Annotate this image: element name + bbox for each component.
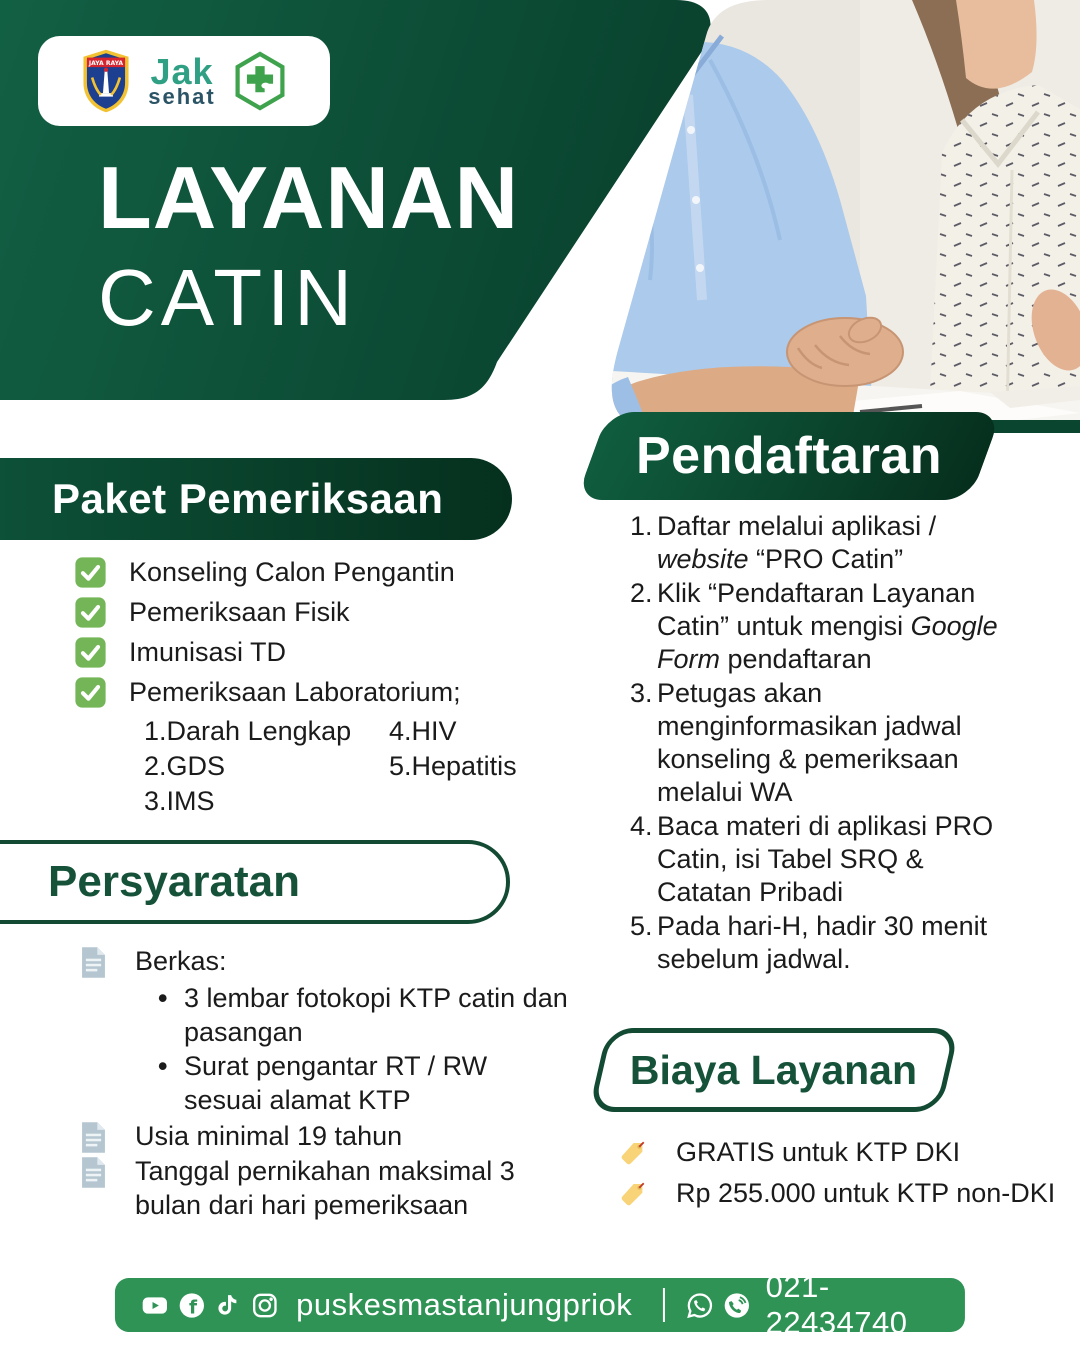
req-item-label: Berkas:: [135, 946, 227, 976]
lab-item-number: 2.: [144, 751, 167, 781]
lab-tests-grid: [144, 716, 552, 817]
jak-logo-text: Jak: [150, 51, 214, 92]
step-text: [657, 510, 1022, 576]
bullet-item: [158, 1049, 570, 1117]
lab-item-number: 3.: [144, 786, 167, 816]
footer-contact-bar: [115, 1269, 965, 1340]
list-item: [618, 1177, 1068, 1210]
step-text-part: Petugas akan menginformasikan jadwal konseling & pemeriksaan melalui WA: [657, 678, 962, 807]
title-line1: LAYANAN: [98, 148, 520, 247]
paket-check-list: [74, 556, 552, 817]
step-text-part: Baca materi di aplikasi PRO Catin, isi Tabel SRQ & Catatan Pribadi: [657, 811, 994, 907]
list-item: [74, 676, 552, 709]
check-item-label: Konseling Calon Pengantin: [129, 557, 455, 587]
checkbox-checked-icon: [74, 676, 107, 709]
lab-item-label: IMS: [166, 786, 215, 816]
lab-item: [389, 716, 552, 747]
sehat-logo-text: sehat: [148, 84, 216, 109]
step-text-italic: website: [657, 544, 749, 574]
pendaftaran-heading: Pendaftaran: [635, 427, 943, 485]
footer-divider: [663, 1288, 665, 1322]
biaya-item-label: GRATIS untuk KTP DKI: [676, 1137, 961, 1167]
step-text-part: Klik “Pendaftaran Layanan Catin” untuk mengisi: [657, 578, 976, 641]
section-header-pendaftaran: [576, 412, 1002, 500]
step-number: 4.: [630, 811, 653, 841]
price-tag-icon: [618, 1138, 648, 1168]
phone-number: 021-22434740: [765, 1269, 908, 1340]
step-text-italic: Google Form: [657, 611, 998, 674]
check-item-label: Pemeriksaan Fisik: [129, 597, 350, 627]
instagram-icon: [251, 1289, 279, 1322]
shield-banner-text: JAYA RAYA: [89, 59, 124, 67]
price-tag-icon: [618, 1179, 648, 1209]
lab-item: [144, 786, 389, 817]
req-item-label: Tanggal pernikahan maksimal 3 bulan dari hari pemeriksaan: [135, 1156, 515, 1220]
list-item: [78, 1154, 570, 1222]
step-item: [630, 577, 1022, 676]
biaya-list: [618, 1136, 1068, 1218]
step-item: [630, 810, 1022, 909]
lab-item-number: 1.: [144, 716, 167, 746]
step-text-part: pendaftaran: [720, 644, 872, 674]
lab-item: [144, 751, 389, 782]
step-text: [657, 577, 1022, 676]
list-item: [618, 1136, 1068, 1169]
document-icon: [78, 1121, 109, 1154]
phone-icon: [723, 1289, 751, 1322]
persyaratan-list: [78, 944, 570, 1222]
checkbox-checked-icon: [74, 636, 107, 669]
bullet-marker: •: [158, 983, 168, 1013]
bullet-item: [158, 981, 570, 1049]
list-item: [74, 636, 552, 669]
list-item: [74, 596, 552, 629]
section-header-biaya-layanan: [588, 1028, 959, 1112]
bullet-label: Surat pengantar RT / RW sesuai alamat KTP: [184, 1051, 488, 1115]
jak-sehat-logo: [148, 51, 216, 109]
list-item: [78, 944, 570, 979]
list-item: [78, 1119, 570, 1154]
title-line2: CATIN: [98, 253, 358, 343]
lab-item-number: 4.: [389, 716, 412, 746]
lab-item-label: HIV: [411, 716, 457, 746]
paket-heading: Paket Pemeriksaan: [52, 475, 444, 522]
req-item-label: Usia minimal 19 tahun: [135, 1121, 403, 1151]
lab-item: [144, 716, 389, 747]
social-handle: puskesmastanjungpriok: [296, 1287, 633, 1322]
bullet-label: 3 lembar fotokopi KTP catin dan pasangan: [184, 983, 568, 1047]
step-item: [630, 910, 1022, 976]
step-item: [630, 677, 1022, 809]
step-number: 3.: [630, 678, 653, 708]
list-item: [74, 556, 552, 589]
lab-item-number: 5.: [389, 751, 412, 781]
checkbox-checked-icon: [74, 596, 107, 629]
lab-item-label: Darah Lengkap: [166, 716, 352, 746]
pendaftaran-steps: [630, 510, 1022, 977]
whatsapp-icon: [686, 1289, 714, 1322]
step-number: 2.: [630, 578, 653, 608]
jakarta-coat-of-arms-logo: [80, 48, 132, 114]
facebook-icon: [178, 1289, 206, 1322]
lab-item: [389, 751, 552, 782]
persyaratan-heading: Persyaratan: [48, 857, 300, 906]
section-header-persyaratan: [0, 840, 510, 924]
step-text-part: Pada hari-H, hadir 30 menit sebelum jadwal.: [657, 911, 988, 974]
youtube-icon: [141, 1289, 169, 1322]
step-text: [657, 677, 1022, 809]
lab-item-label: Hepatitis: [411, 751, 517, 781]
step-item: [630, 510, 1022, 576]
step-text-part: Daftar melalui aplikasi /: [657, 511, 937, 541]
step-number: 1.: [630, 511, 653, 541]
biaya-heading: Biaya Layanan: [630, 1046, 918, 1093]
bullet-marker: •: [158, 1051, 168, 1081]
document-icon: [78, 1156, 109, 1189]
section-header-paket-pemeriksaan: [0, 458, 512, 540]
checkbox-checked-icon: [74, 556, 107, 589]
step-text: [657, 810, 1022, 909]
page-title: [98, 148, 520, 343]
check-item-label: Pemeriksaan Laboratorium;: [129, 677, 461, 707]
lab-item-label: GDS: [166, 751, 226, 781]
tiktok-icon: [215, 1289, 243, 1322]
berkas-bullets: [158, 981, 570, 1117]
document-icon: [78, 946, 109, 979]
step-text: [657, 910, 1022, 976]
step-number: 5.: [630, 911, 653, 941]
puskesmas-logo: [232, 51, 288, 111]
svg-text:f: f: [188, 1297, 197, 1319]
step-text-part: “PRO Catin”: [748, 544, 904, 574]
check-item-label: Imunisasi TD: [129, 637, 287, 667]
logo-card: [38, 36, 330, 126]
biaya-item-label: Rp 255.000 untuk KTP non-DKI: [676, 1178, 1056, 1208]
